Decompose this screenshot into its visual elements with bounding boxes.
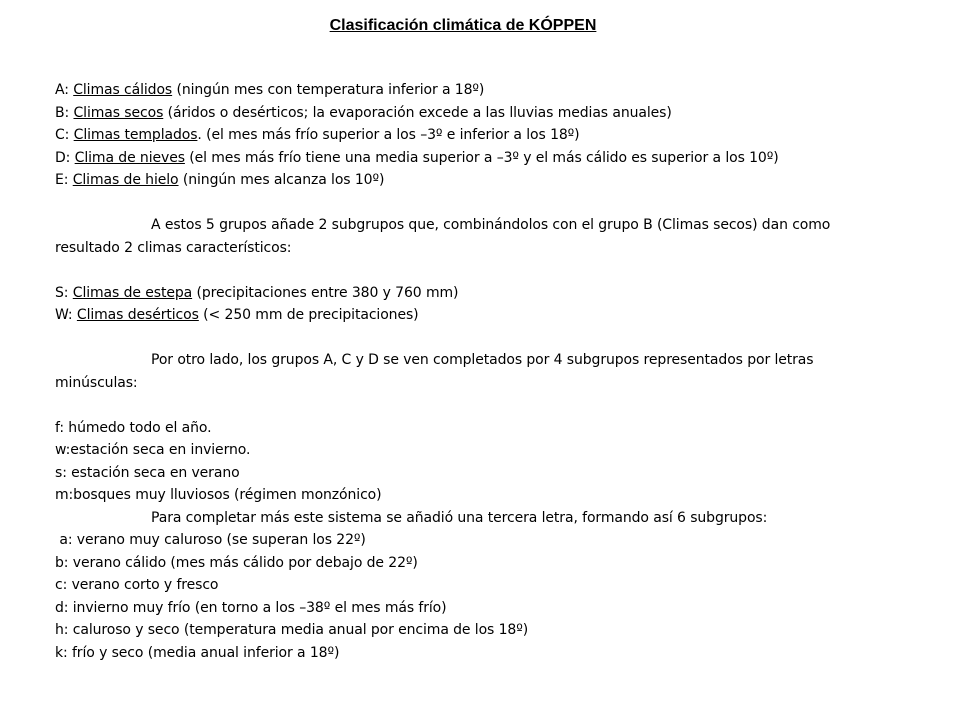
subgroup-letter: S: bbox=[55, 284, 73, 301]
lowercase-subgroup-s: s: estación seca en verano bbox=[55, 464, 240, 481]
subgroup-s bbox=[55, 282, 925, 305]
document-body bbox=[55, 79, 925, 664]
group-name: Climas de hielo bbox=[72, 172, 179, 188]
lowercase-subgroup-w: w:estación seca en invierno. bbox=[55, 442, 251, 458]
third-letter-k: k: frío y seco (media anual inferior a 18º) bbox=[55, 644, 340, 661]
spacer bbox=[55, 394, 925, 417]
group-letter: B: bbox=[55, 104, 74, 121]
subgroup-desc: (< 250 mm de precipitaciones) bbox=[198, 307, 419, 323]
third-letter-a: a: verano muy caluroso (se superan los 22º) bbox=[55, 532, 366, 548]
subgroup-name: Climas de estepa bbox=[72, 284, 193, 301]
spacer bbox=[55, 327, 925, 350]
group-letter: E: bbox=[55, 172, 73, 188]
lowercase-subgroup-f: f: húmedo todo el año. bbox=[55, 419, 212, 436]
subgroup-letter: W: bbox=[55, 307, 77, 323]
group-desc: . (el mes más frío superior a los –3º e inferior a los 18º) bbox=[197, 127, 580, 143]
group-desc: (áridos o desérticos; la evaporación excede a las lluvias medias anuales) bbox=[163, 104, 672, 121]
subgroup-desc: (precipitaciones entre 380 y 760 mm) bbox=[192, 284, 459, 301]
group-letter: A: bbox=[55, 82, 74, 98]
third-letter-d: d: invierno muy frío (en torno a los –38º el mes más frío) bbox=[55, 599, 447, 616]
group-c bbox=[55, 124, 925, 147]
third-letter-c: c: verano corto y fresco bbox=[55, 577, 219, 593]
group-e bbox=[55, 169, 925, 192]
paragraph-2-continuation: minúsculas: bbox=[55, 374, 138, 391]
group-a bbox=[55, 79, 925, 102]
paragraph-3: Para completar más este sistema se añadió una tercera letra, formando así 6 subgrupos: bbox=[151, 509, 768, 526]
third-letter-b: b: verano cálido (mes más cálido por debajo de 22º) bbox=[55, 554, 418, 571]
third-letter-h: h: caluroso y seco (temperatura media anual por encima de los 18º) bbox=[55, 622, 529, 638]
lowercase-subgroup-m: m:bosques muy lluviosos (régimen monzónico) bbox=[55, 487, 382, 503]
group-d bbox=[55, 147, 925, 170]
group-name: Climas secos bbox=[73, 104, 164, 121]
subgroup-w bbox=[55, 304, 925, 327]
group-desc: (el mes más frío tiene una media superior a –3º y el más cálido es superior a los 10º) bbox=[184, 149, 779, 166]
subgroup-name: Climas desérticos bbox=[76, 307, 199, 323]
group-desc: (ningún mes alcanza los 10º) bbox=[178, 172, 385, 188]
group-b bbox=[55, 102, 925, 125]
paragraph-1: A estos 5 grupos añade 2 subgrupos que, combinándolos con el grupo B (Climas secos) dan como bbox=[151, 217, 831, 233]
group-letter: D: bbox=[55, 149, 75, 166]
page-title: Clasificación climática de KÓPPEN bbox=[329, 17, 597, 34]
group-desc: (ningún mes con temperatura inferior a 18º) bbox=[172, 82, 485, 98]
paragraph-2: Por otro lado, los grupos A, C y D se ven completados por 4 subgrupos representados por letras bbox=[151, 352, 814, 368]
group-name: Climas cálidos bbox=[73, 82, 173, 98]
group-letter: C: bbox=[55, 127, 74, 143]
spacer bbox=[55, 192, 925, 215]
spacer bbox=[55, 259, 925, 282]
paragraph-1-continuation: resultado 2 climas característicos: bbox=[55, 239, 292, 256]
group-name: Clima de nieves bbox=[74, 149, 185, 166]
group-name: Climas templados bbox=[73, 127, 198, 143]
